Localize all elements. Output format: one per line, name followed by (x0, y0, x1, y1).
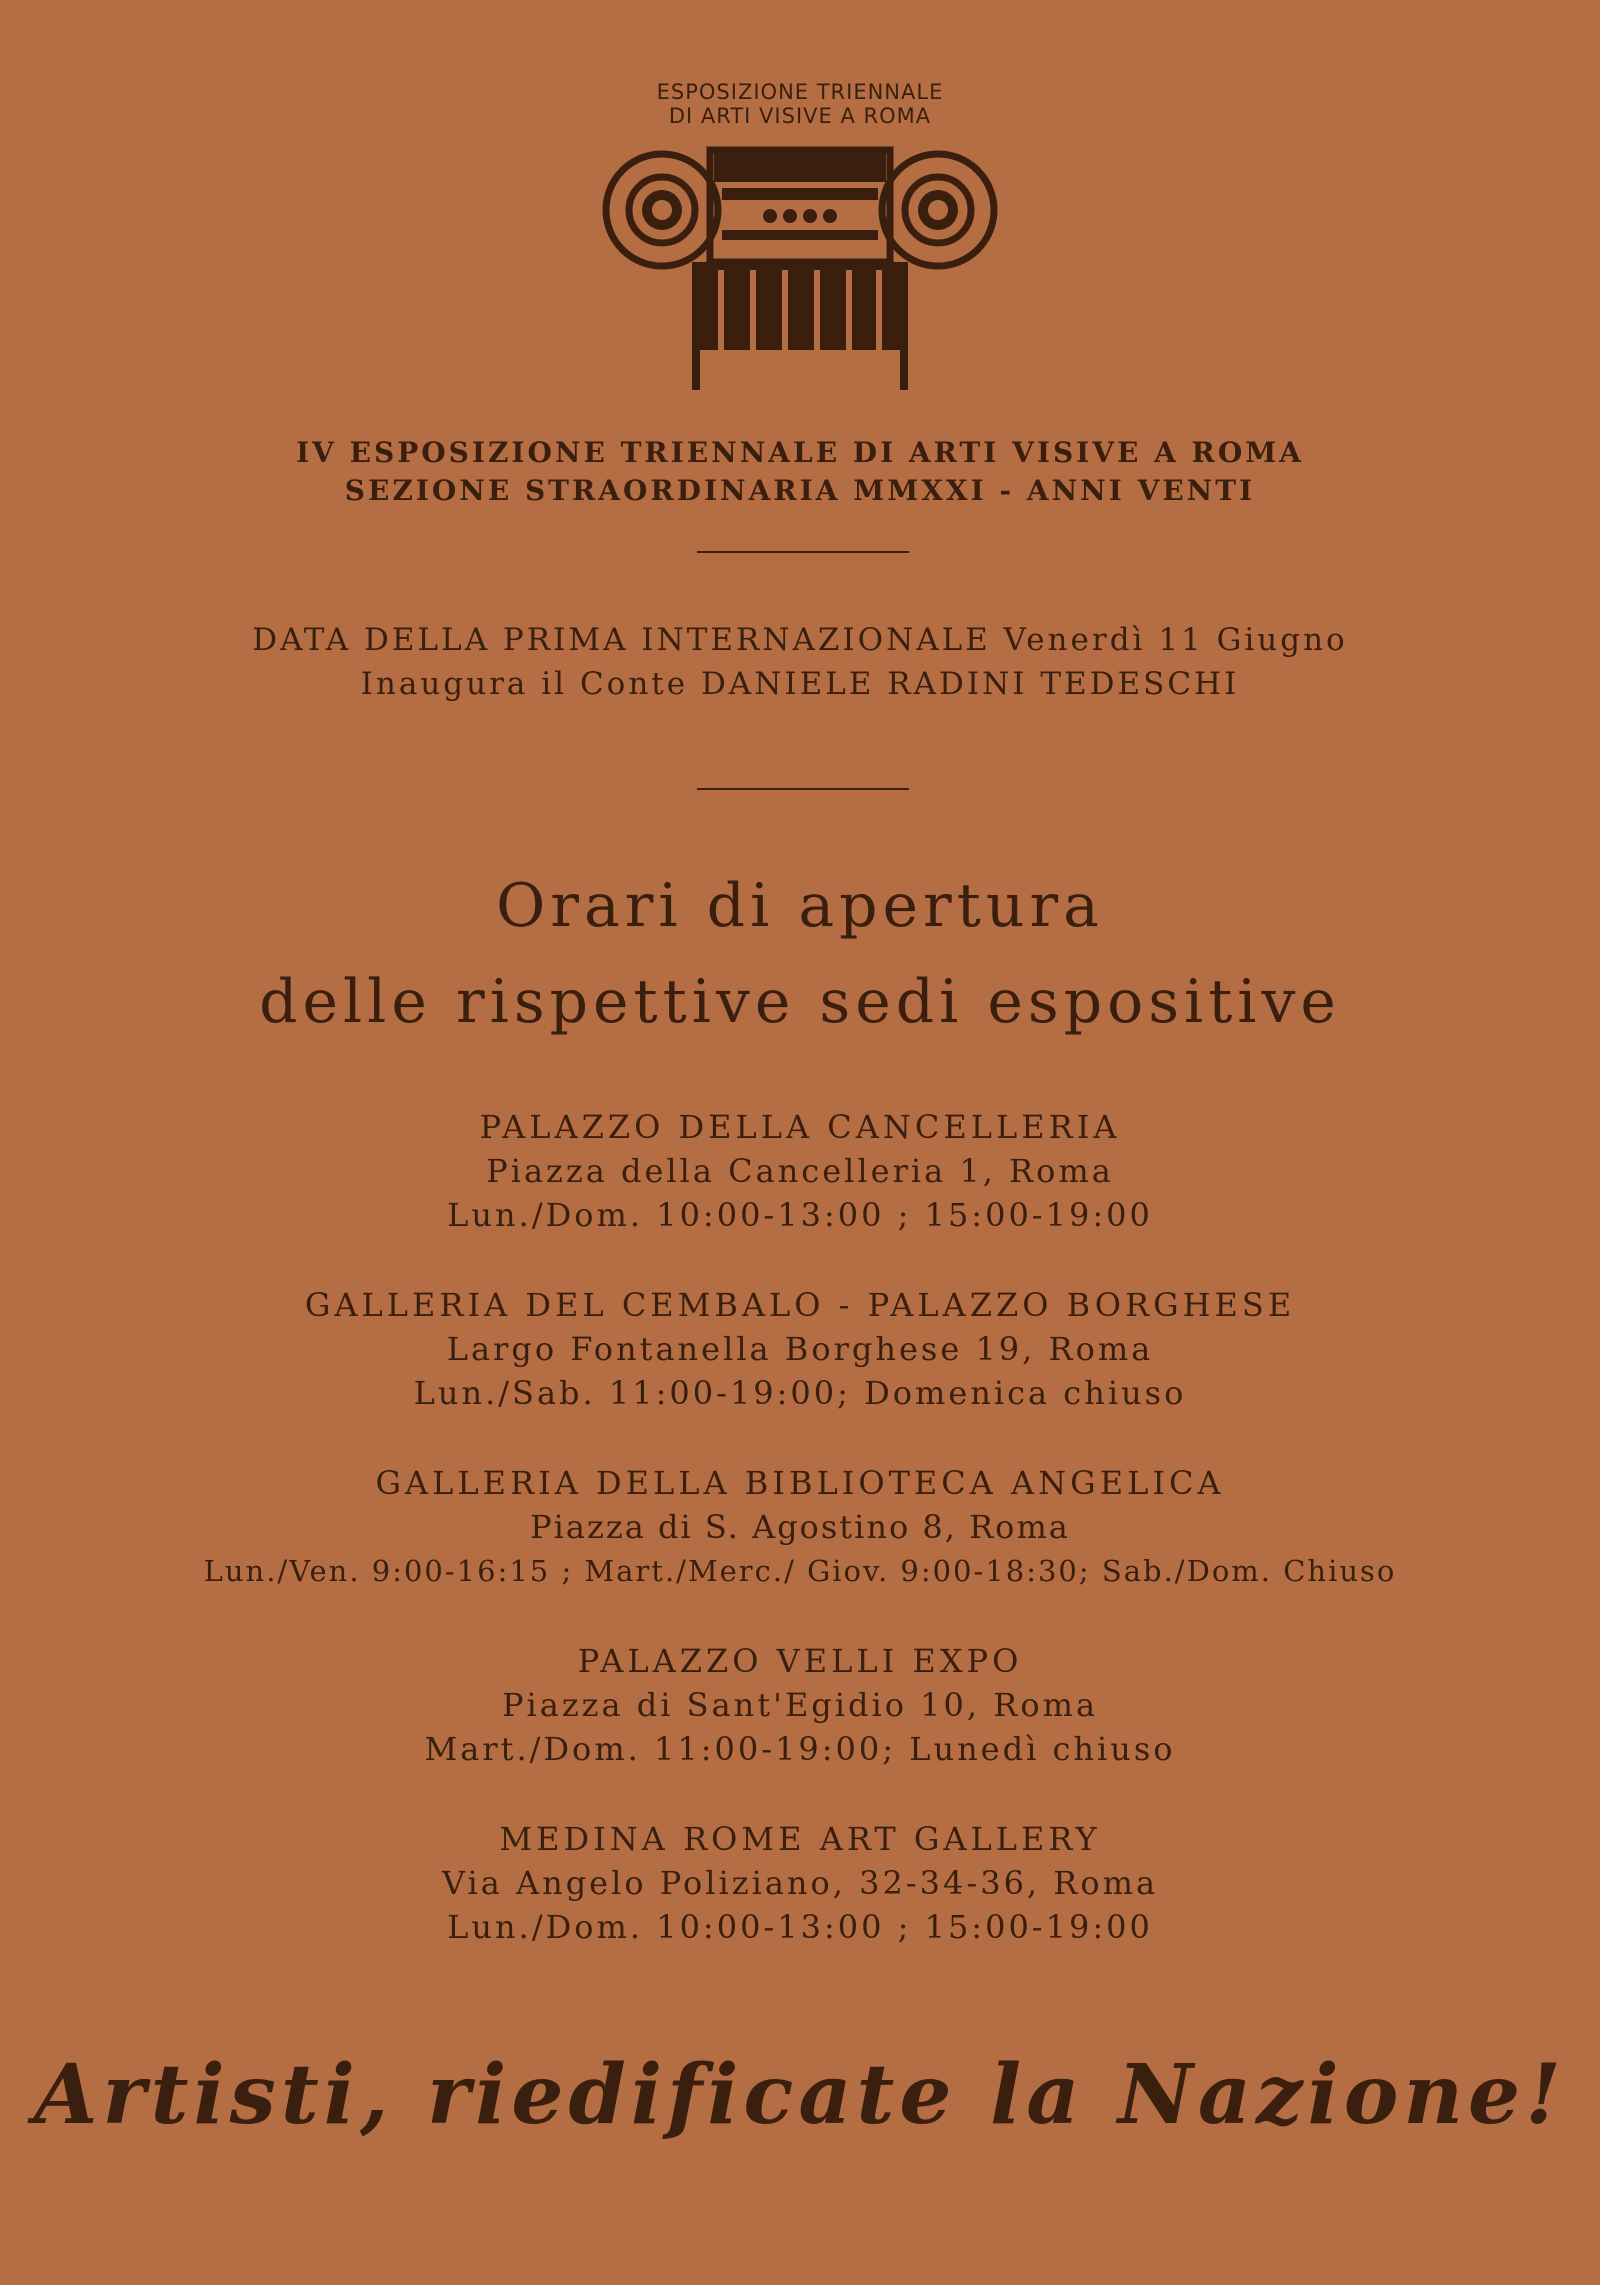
opening-hours-title (0, 858, 1600, 1050)
logo-text-line2: DI ARTI VISIVE A ROMA (668, 104, 932, 128)
venue-hours: Lun./Ven. 9:00-16:15 ; Mart./Merc./ Giov. 9:00-18:30; Sab./Dom. Chiuso (203, 1554, 1397, 1588)
venue-item (0, 1461, 1600, 1593)
venue-item (0, 1817, 1600, 1949)
exhibition-header (0, 434, 1600, 510)
logo-text-line1: ESPOSIZIONE TRIENNALE (656, 80, 944, 104)
venue-name: GALLERIA DELLA BIBLIOTECA ANGELICA (375, 1464, 1225, 1502)
venue-list (0, 1105, 1600, 1995)
venue-name: MEDINA ROME ART GALLERY (499, 1820, 1101, 1858)
divider (697, 788, 909, 790)
venue-hours: Lun./Dom. 10:00-13:00 ; 15:00-19:00 (447, 1908, 1153, 1946)
logo-text (600, 80, 1000, 128)
triennale-logo (600, 80, 1000, 400)
venue-address: Largo Fontanella Borghese 19, Roma (446, 1330, 1154, 1368)
venue-address: Piazza di S. Agostino 8, Roma (530, 1508, 1070, 1546)
premiere-inaugurator: Inaugura il Conte DANIELE RADINI TEDESCHI (360, 666, 1240, 702)
venue-item (0, 1639, 1600, 1771)
header-line1: IV ESPOSIZIONE TRIENNALE DI ARTI VISIVE A ROMA (296, 436, 1304, 469)
venue-name: GALLERIA DEL CEMBALO - PALAZZO BORGHESE (304, 1286, 1296, 1324)
premiere-info (0, 618, 1600, 706)
hours-title-line2: delle rispettive sedi espositive (259, 967, 1341, 1037)
venue-name: PALAZZO DELLA CANCELLERIA (479, 1108, 1121, 1146)
ionic-column-capital-icon (600, 130, 1000, 400)
venue-item (0, 1283, 1600, 1415)
slogan: Artisti, riedificate la Nazione! (33, 2047, 1567, 2143)
venue-hours: Mart./Dom. 11:00-19:00; Lunedì chiuso (424, 1730, 1176, 1768)
venue-hours: Lun./Dom. 10:00-13:00 ; 15:00-19:00 (447, 1196, 1153, 1234)
venue-item (0, 1105, 1600, 1237)
premiere-date: DATA DELLA PRIMA INTERNAZIONALE Venerdì 11 Giugno (252, 622, 1348, 658)
header-line2: SEZIONE STRAORDINARIA MMXXI - ANNI VENTI (344, 474, 1256, 507)
venue-address: Via Angelo Poliziano, 32-34-36, Roma (441, 1864, 1159, 1902)
hours-title-line1: Orari di apertura (496, 871, 1104, 941)
venue-address: Piazza della Cancelleria 1, Roma (486, 1152, 1114, 1190)
venue-address: Piazza di Sant'Egidio 10, Roma (501, 1686, 1099, 1724)
venue-name: PALAZZO VELLI EXPO (577, 1642, 1023, 1680)
divider (697, 551, 909, 553)
venue-hours: Lun./Sab. 11:00-19:00; Domenica chiuso (413, 1374, 1187, 1412)
